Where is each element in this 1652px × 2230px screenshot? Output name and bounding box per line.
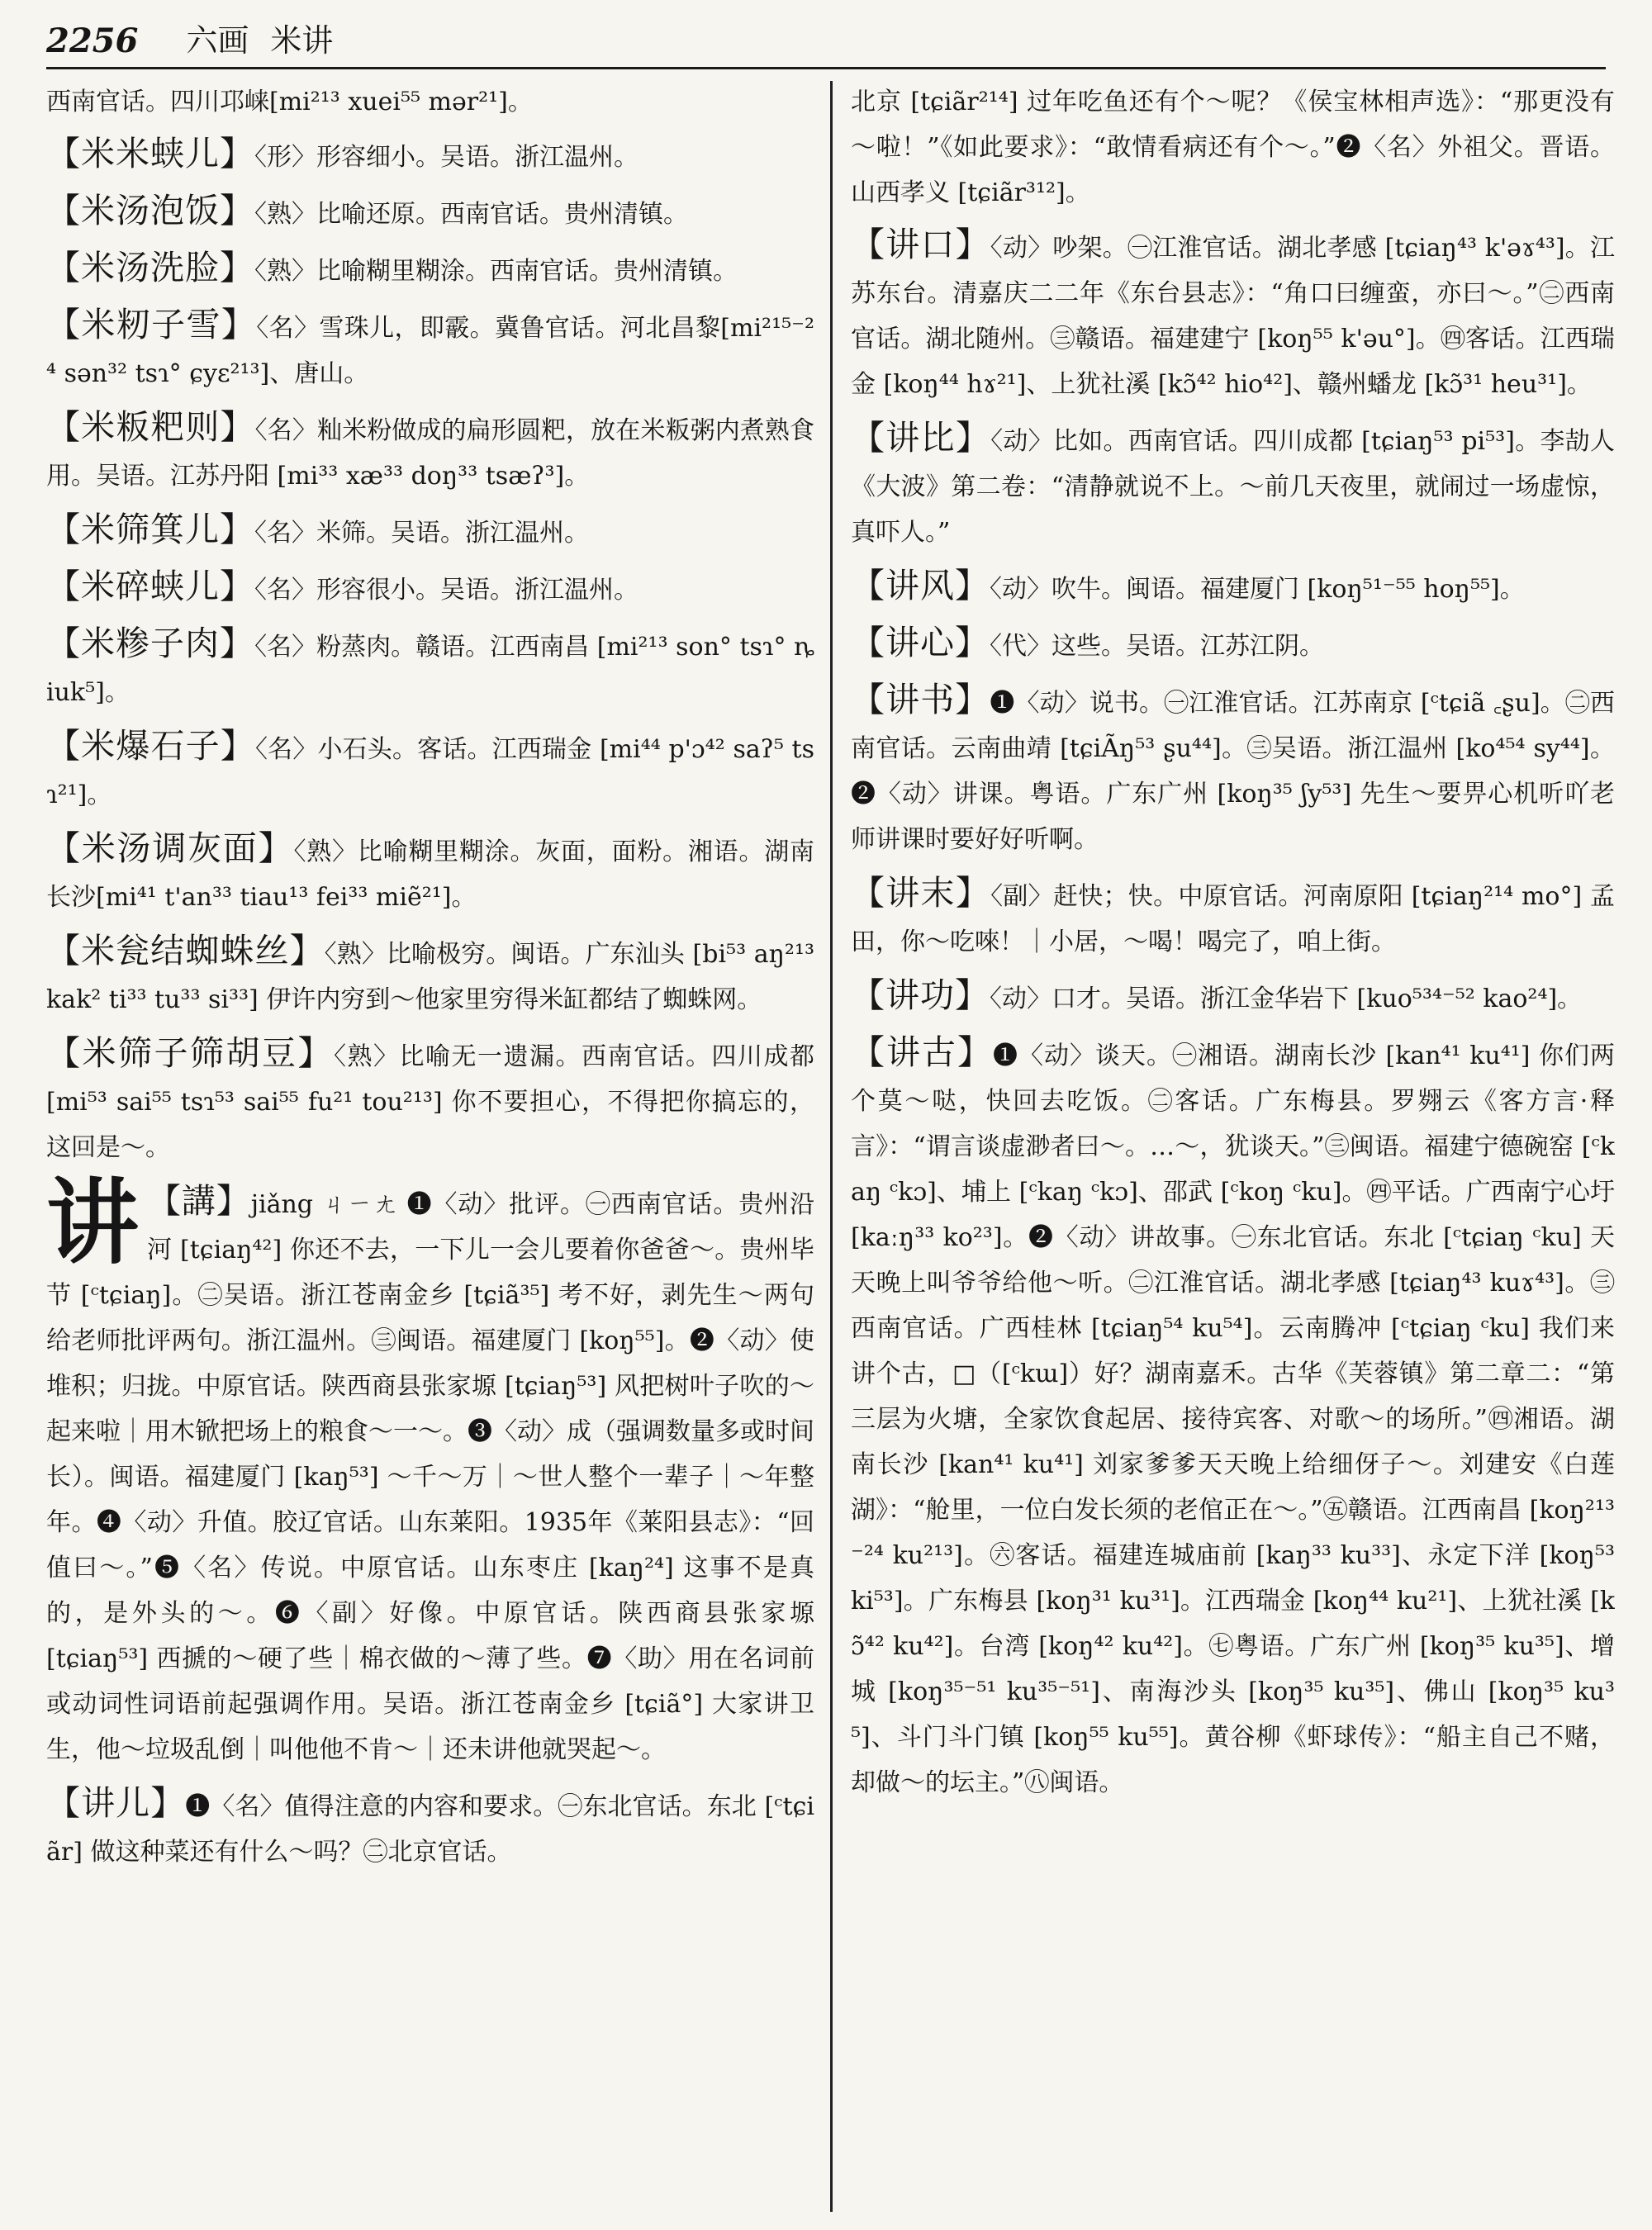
entry-headword: 【讲末】	[851, 873, 991, 913]
entry-headword: 【讲书】	[851, 680, 990, 719]
page-number: 2256	[46, 21, 139, 60]
entry-text: ❶〈动〉谈天。㊀湘语。湖南长沙 [kan⁴¹ ku⁴¹] 你们两个莫～哒，快回去吃饭。㊁客话。广东梅县。罗翙云《客方言·释言》：“谓言谈虚渺者曰～。…～，犹谈天。”㊂闽语。福建宁德碗窑 [ᶜkaŋ ᶜkɔ]、埔上 [ᶜkaŋ ᶜkɔ]、邵武 [ᶜkoŋ ᶜku]。㊃平话。广西南宁心圩 [kaːŋ³³ ko²³]。❷〈动〉讲故事。㊀东北官话。东北 [ᶜtɕiaŋ ᶜku] 天天晚上叫爷爷给他～听。㊁江淮官话。湖北孝感 [tɕiaŋ⁴³ kuɤ⁴³]。㊂西南官话。广西桂林 [tɕiaŋ⁵⁴ ku⁵⁴]。云南腾冲 [ᶜtɕiaŋ ᶜku] 我们来讲个古，□（[ᶜkɯ]）好？湖南嘉禾。古华《芙蓉镇》第二章二：“第三层为火塘，全家饮食起居、接待宾客、对歌～的场所。”㊃湘语。湖南长沙 [kan⁴¹ ku⁴¹] 刘家爹爹天天晚上给细伢子～。刘建安《白莲湖》：“舱里，一位白发长须的老倌正在～。”㊄赣语。江西南昌 [koŋ²¹³⁻²⁴ ku²¹³]。㊅客话。福建连城庙前 [kaŋ³³ ku³³]、永定下洋 [koŋ⁵³ ki⁵³]。广东梅县 [koŋ³¹ ku³¹]。江西瑞金 [koŋ⁴⁴ ku²¹]、上犹社溪 [kɔ̃⁴² ku⁴²]。台湾 [koŋ⁴² ku⁴²]。㊆粤语。广东广州 [koŋ³⁵ ku³⁵]、增城 [koŋ³⁵⁻⁵¹ ku³⁵⁻⁵¹]、南海沙头 [koŋ³⁵ ku³⁵]、佛山 [koŋ³⁵ ku³⁵]、斗门斗门镇 [koŋ⁵⁵ ku⁵⁵]。黄谷柳《虾球传》：“船主自己不赌，却做～的坛主。”㊇闽语。	[851, 1041, 1615, 1797]
entry-headword: 【讲风】	[851, 566, 990, 605]
entry-text: 〈代〉这些。吴语。江苏江阴。	[990, 632, 1324, 661]
entry-headword: 【讲比】	[851, 418, 991, 458]
entry-headword: 【米汤泡饭】	[46, 191, 254, 230]
dictionary-entry	[46, 188, 814, 237]
dictionary-entry	[46, 826, 814, 920]
entry-text: ❶〈动〉说书。㊀江淮官话。江苏南京 [ᶜtɕiã ꜀ʂu]。㊁西南官话。云南曲靖 [tɕiÃŋ⁵³ ʂu⁴⁴]。㊂吴语。浙江温州 [ko⁴⁵⁴ sy⁴⁴]。❷〈动〉讲课。粤语。广东广州 [koŋ³⁵ ʃy⁵³] 先生～要畀心机听吖老师讲课时要好好听啊。	[851, 689, 1615, 854]
dictionary-entry	[851, 563, 1615, 612]
entry-text: 〈动〉口才。吴语。浙江金华岩下 [kuo⁵³⁴⁻⁵² kao²⁴]。	[990, 985, 1583, 1013]
entry-text: 西南官话。四川邛崃[mi²¹³ xuei⁵⁵ mər²¹]。	[46, 88, 533, 116]
entry-text: 〈名〉雪珠儿，即霰。冀鲁官话。河北昌黎[mi²¹⁵⁻²⁴ sən³² tsɿ° ɕyɛ²¹³]、唐山。	[46, 314, 814, 388]
entry-headword: 【讲古】	[851, 1032, 993, 1072]
dictionary-entry	[851, 620, 1615, 669]
entry-text: 北京 [tɕiãr²¹⁴] 过年吃鱼还有个～呢？《侯宝林相声选》：“那更没有～啦！”《如此要求》：“敢情看病还有个～。”❷〈名〉外祖父。晋语。山西孝义 [tɕiãr³¹²]。	[851, 88, 1615, 207]
entry-text: 〈名〉米筛。吴语。浙江温州。	[254, 519, 589, 548]
entry-headword: 【米瓮结蜘蛛丝】	[46, 931, 325, 970]
dictionary-entry	[46, 131, 814, 180]
entry-headword: 【讲儿】	[46, 1783, 186, 1823]
page-header	[46, 18, 1606, 69]
entry-headword: 【讲口】	[851, 225, 990, 264]
entry-headword: 【米糁子肉】	[46, 624, 255, 663]
dictionary-entry	[46, 724, 814, 818]
traditional-form: 【講】	[147, 1181, 251, 1221]
entry-text: 〈动〉比如。西南官话。四川成都 [tɕiaŋ⁵³ pi⁵³]。李劼人《大波》第二卷：“清静就说不上。～前几天夜里，就闹过一场虚惊，真吓人。”	[851, 427, 1615, 547]
main-character-entry	[46, 1169, 814, 1772]
left-column	[46, 79, 814, 2222]
entry-text: 〈动〉吵架。㊀江淮官话。湖北孝感 [tɕiaŋ⁴³ k'əɤ⁴³]。江苏东台。清嘉庆二二年《东台县志》：“角口曰缠蛮，亦曰～。”㊁西南官话。湖北随州。㊂赣语。福建建宁 [koŋ⁵⁵ k'əu°]。㊃客话。江西瑞金 [koŋ⁴⁴ hɤ²¹]、上犹社溪 [kɔ̃⁴² hio⁴²]、赣州蟠龙 [kɔ̃³¹ heu³¹]。	[851, 234, 1615, 399]
entry-text: 〈熟〉比喻糊里糊涂。西南官话。贵州清镇。	[254, 257, 738, 286]
entry-text: 〈动〉吹牛。闽语。福建厦门 [koŋ⁵¹⁻⁵⁵ hoŋ⁵⁵]。	[990, 575, 1525, 604]
dictionary-entry	[46, 1031, 814, 1170]
column-divider	[830, 81, 833, 2212]
dictionary-entry	[46, 405, 814, 499]
dictionary-entry	[46, 245, 814, 294]
entry-text: 〈熟〉比喻糊里糊涂。灰面，面粉。湘语。湖南长沙[mi⁴¹ t'an³³ tiau¹³ fei³³ miẽ²¹]。	[46, 837, 814, 912]
entry-text: 〈名〉粉蒸肉。赣语。江西南昌 [mi²¹³ son° tsɿ° ȵiuk⁵]。	[46, 633, 814, 707]
main-character: 讲	[46, 1169, 139, 1277]
entry-text: jiǎng ㄐㄧㄤ ❶〈动〉批评。㊀西南官话。贵州沿河 [tɕiaŋ⁴²] 你还不去，一下儿一会儿要着你爸爸～。贵州毕节 [ᶜtɕiaŋ]。㊁吴语。浙江苍南金乡 [tɕiã³⁵] 考不好，剥先生～两句给老师批评两句。浙江温州。㊂闽语。福建厦门 [koŋ⁵⁵]。❷〈动〉使堆积；归拢。中原官话。陕西商县张家塬 [tɕiaŋ⁵³] 风把树叶子吹的～起来啦｜用木锨把场上的粮食～一～。❸〈动〉成（强调数量多或时间长）。闽语。福建厦门 [kaŋ⁵³] ～千～万｜～世人整个一辈子｜～年整年。❹〈动〉升值。胶辽官话。山东莱阳。1935年《莱阳县志》：“回值曰～。”❺〈名〉传说。中原官话。山东枣庄 [kaŋ²⁴] 这事不是真的，是外头的～。❻〈副〉好像。中原官话。陕西商县张家塬 [tɕiaŋ⁵³] 西搋的～硬了些｜棉衣做的～薄了些。❼〈助〉用在名词前或动词性词语前起强调作用。吴语。浙江苍南金乡 [tɕiã°] 大家讲卫生，他～垃圾乱倒｜叫他他不肯～｜还未讲他就哭起～。	[46, 1190, 814, 1764]
dictionary-entry	[46, 1781, 814, 1875]
entry-text: ❶〈名〉值得注意的内容和要求。㊀东北官话。东北 [ᶜtɕiãr] 做这种菜还有什么～吗？㊁北京官话。	[46, 1792, 814, 1867]
entry-headword: 【讲功】	[851, 975, 990, 1015]
entry-text: 〈形〉形容细小。吴语。浙江温州。	[254, 143, 638, 172]
dictionary-entry	[851, 871, 1615, 965]
entry-headword: 【米筛子筛胡豆】	[46, 1033, 334, 1073]
dictionary-entry	[46, 302, 814, 396]
entry-continuation	[851, 79, 1615, 216]
entry-headword: 【米米蛱儿】	[46, 134, 254, 173]
entry-headword: 【米籾子雪】	[46, 305, 257, 344]
entry-headword: 【米筛箕儿】	[46, 510, 254, 549]
entry-text: 〈熟〉比喻还原。西南官话。贵州清镇。	[254, 200, 688, 229]
entry-text: 〈名〉小石头。客话。江西瑞金 [mi⁴⁴ p'ɔ⁴² saʔ⁵ tsɿ²¹]。	[46, 735, 814, 809]
entry-continuation	[46, 79, 814, 125]
dictionary-entry	[851, 1030, 1615, 1805]
dictionary-entry	[46, 564, 814, 613]
entry-headword: 【米粄粑则】	[46, 407, 255, 447]
right-column	[851, 79, 1615, 2222]
dictionary-entry	[851, 415, 1615, 555]
dictionary-entry	[851, 973, 1615, 1022]
entry-text: 〈名〉形容很小。吴语。浙江温州。	[254, 576, 638, 605]
header-head-words: 米讲	[270, 22, 334, 59]
entry-text: 〈熟〉比喻极穷。闽语。广东汕头 [bi⁵³ aŋ²¹³ kak² ti³³ tu³³ si³³] 伊许内穷到～他家里穷得米缸都结了蜘蛛网。	[46, 940, 814, 1014]
entry-text: 〈副〉赶快；快。中原官话。河南原阳 [tɕiaŋ²¹⁴ mo°] 孟田，你～吃唻！｜小居，～喝！喝完了，咱上街。	[851, 882, 1615, 956]
entry-text: 〈名〉籼米粉做成的扁形圆粑，放在米粄粥内煮熟食用。吴语。江苏丹阳 [mi³³ xæ³³ doŋ³³ tsæʔ³]。	[46, 416, 814, 491]
entry-text: 〈熟〉比喻无一遗漏。西南官话。四川成都 [mi⁵³ sai⁵⁵ tsɿ⁵³ sai⁵⁵ fu²¹ tou²¹³] 你不要担心，不得把你搞忘的，这回是～。	[46, 1042, 814, 1162]
dictionary-entry	[851, 677, 1615, 862]
entry-headword: 【米汤洗脸】	[46, 248, 254, 287]
dictionary-entry	[851, 222, 1615, 407]
dictionary-entry	[46, 507, 814, 556]
entry-headword: 【米爆石子】	[46, 726, 255, 766]
entry-headword: 【米汤调灰面】	[46, 828, 294, 868]
header-section: 六画	[186, 22, 249, 59]
entry-headword: 【米碎蛱儿】	[46, 567, 254, 606]
dictionary-entry	[46, 621, 814, 715]
entry-headword: 【讲心】	[851, 623, 990, 662]
dictionary-entry	[46, 928, 814, 1022]
